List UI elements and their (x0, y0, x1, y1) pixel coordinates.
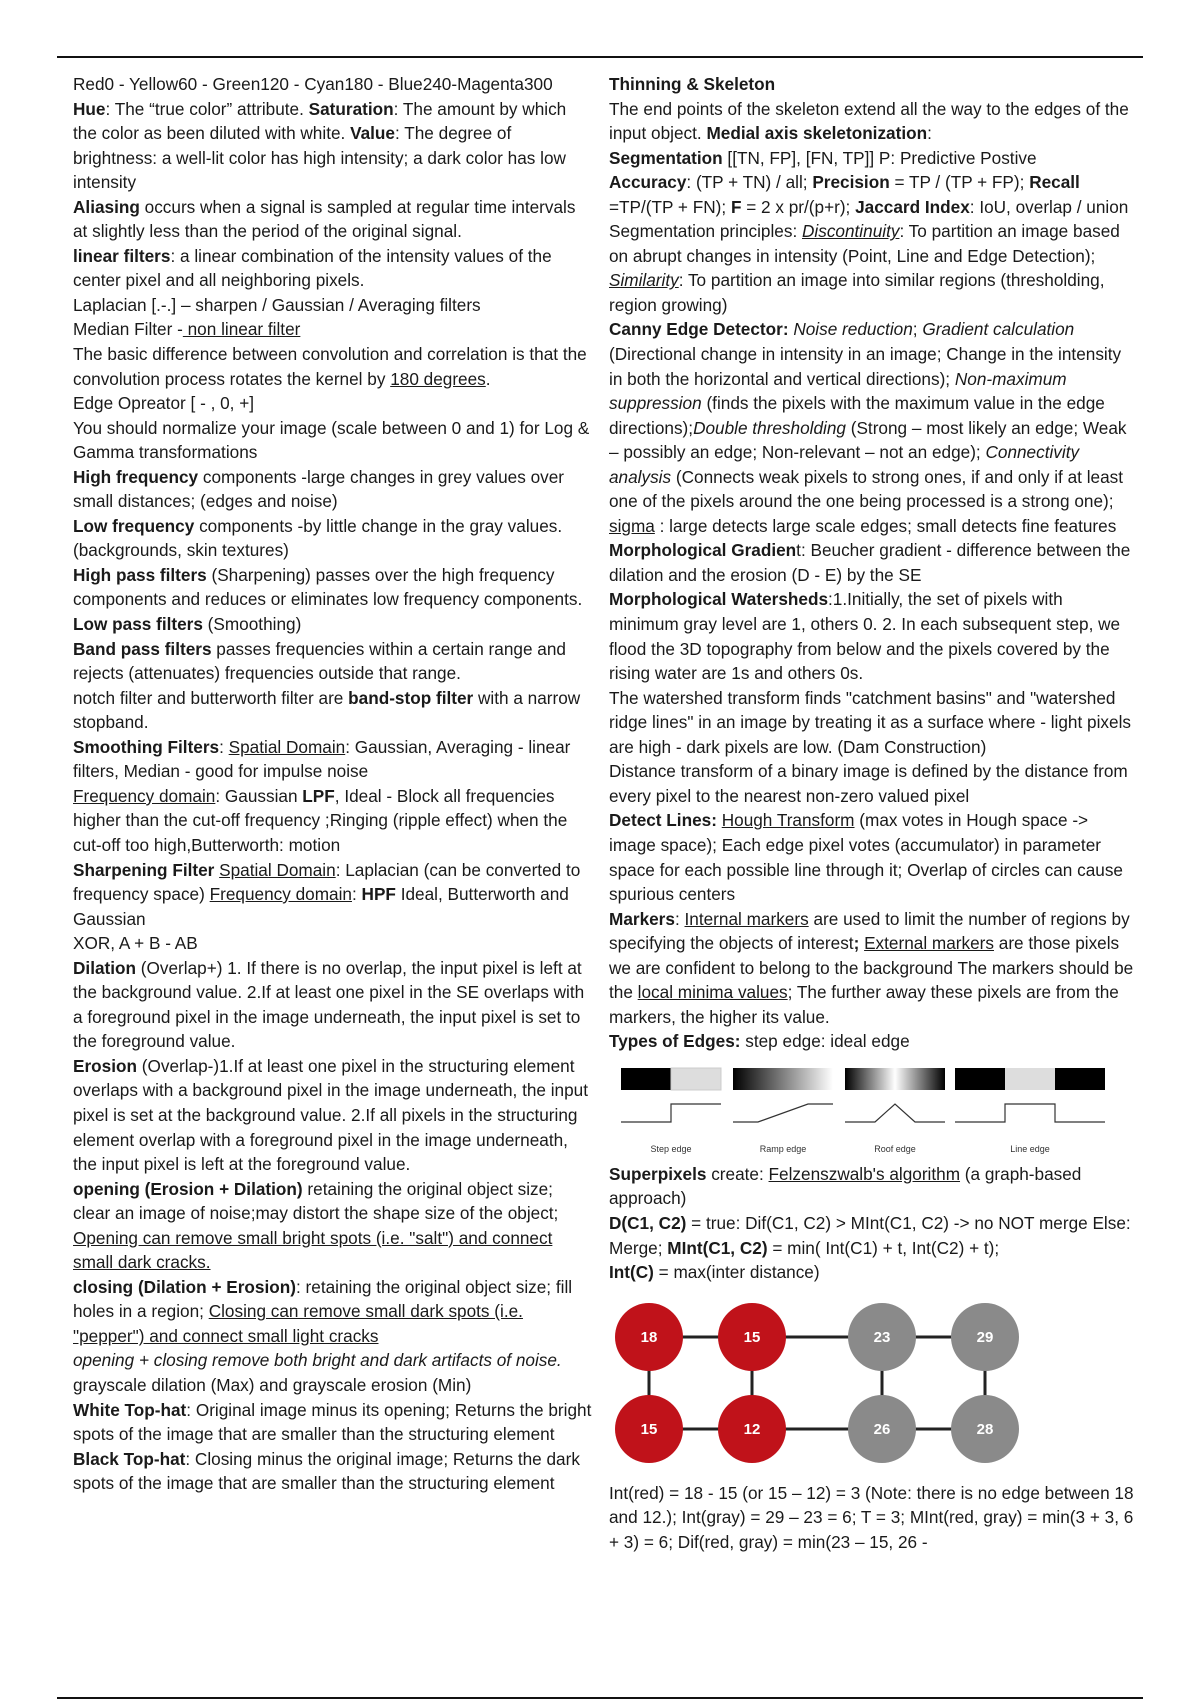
step-edge (621, 1068, 721, 1154)
types-of-edges: Types of Edges: step edge: ideal edge (609, 1031, 910, 1052)
white-top-hat: White Top-hat: Original image minus its opening; Returns the bright spots of the image that are smaller than the structuring element (73, 1399, 592, 1445)
dilation: Dilation (Overlap+) 1. If there is no overlap, the input pixel is left at the background value. 2.If at least one pixel in the SE overlaps with a foreground pixel in the image underneath, the input pixel is set to the foreground value. (73, 957, 585, 1052)
thinning-heading: Thinning & Skeleton (609, 74, 776, 94)
svg-text:29: 29 (976, 1328, 994, 1346)
edge-label-line: Line edge (1010, 1143, 1050, 1154)
hue-scale: Red0 - Yellow60 - Green120 - Cyan180 - Blue240-Magenta300 (73, 74, 553, 94)
right-column (609, 72, 1134, 1554)
grayscale-note: grayscale dilation (Max) and grayscale erosion (Min) (73, 1374, 472, 1395)
edge-operator: Edge Opreator [ - , 0, +] (73, 393, 255, 414)
markers: Markers: Internal markers are used to limit the number of regions by specifying the objects of interest; External markers are those pixels we are confident to belong to the background The markers should be the local minima values; The further away these pixels are from the markers, the higher its value. (609, 908, 1134, 1027)
left-column (73, 72, 593, 1496)
skeleton-note: The end points of the skeleton extend all the way to the edges of the input object. Medial axis skeletonization: (609, 98, 1129, 144)
smoothing-filters: Smoothing Filters: Spatial Domain: Gaussian, Averaging - linear filters, Median - good for impulse noise (73, 736, 571, 782)
smoothing-frequency: Frequency domain: Gaussian LPF, Ideal - Block all frequencies higher than the cut-off frequency ;Ringing (ripple effect) when the cut-off too high,Butterworth: motion (73, 785, 568, 855)
svg-text:26: 26 (873, 1420, 891, 1438)
black-top-hat: Black Top-hat: Closing minus the original image; Returns the dark spots of the image that are smaller than the structuring element (73, 1448, 580, 1494)
line-edge (955, 1068, 1105, 1154)
closing: closing (Dilation + Erosion): retaining the original object size; fill holes in a region; Closing can remove small dark spots (i.e. "pepper") and connect small light cracks (73, 1276, 573, 1346)
superpixels: Superpixels create: Felzenszwalb's algorithm (a graph-based approach) (609, 1163, 1082, 1209)
notch-filter: notch filter and butterworth filter are band-stop filter with a narrow stopband. (73, 687, 581, 733)
linear-filters: linear filters: a linear combination of the intensity values of the center pixel and all neighboring pixels. (73, 245, 552, 291)
svg-text:12: 12 (743, 1420, 761, 1438)
laplacian: Laplacian [.-.] – sharpen / Gaussian / Averaging filters (73, 294, 481, 315)
watershed-transform: The watershed transform finds "catchment basins" and "watershed ridge lines" in an image by treating it as a surface where - light pixels are high - dark pixels are low. (Dam Construction) (609, 687, 1131, 757)
convolution-note: The basic difference between convolution and correlation is that the convolution process rotates the kernel by 180 degrees. (73, 344, 587, 389)
svg-text:18: 18 (640, 1328, 658, 1346)
aliasing: Aliasing occurs when a signal is sampled at regular time intervals at slightly less than the period of the original signal. (73, 196, 576, 242)
svg-text:23: 23 (873, 1328, 891, 1346)
graph-edges (649, 1337, 985, 1429)
graph-nodes (615, 1303, 1019, 1463)
opening: opening (Erosion + Dilation) retaining the original object size; clear an image of noise;may distort the shape size of the object; Opening can remove small bright spots (i.e. "salt") and connect small dark cracks. (73, 1178, 559, 1273)
sharpening-filter: Sharpening Filter Spatial Domain: Laplacian (can be converted to frequency space) Frequency domain: HPF Ideal, Butterworth and Gaussian (73, 859, 581, 929)
edge-label-step: Step edge (650, 1143, 692, 1154)
metrics: Accuracy: (TP + TN) / all; Precision = TP / (TP + FP); Recall =TP/(TP + FN); F = 2 x pr/(p+r); Jaccard Index: IoU, overlap / union (609, 172, 1129, 217)
node-gray-1 (848, 1303, 916, 1371)
band-pass: Band pass filters passes frequencies within a certain range and rejects (attenuates) frequencies outside that range. (73, 638, 566, 684)
segmentation: Segmentation [[TN, FP], [FN, TP]] P: Predictive Postive (609, 147, 1037, 168)
roof-edge (845, 1068, 945, 1154)
high-frequency: High frequency components -large changes in grey values over small distances; (edges and noise) (73, 466, 565, 512)
node-red-2 (718, 1303, 786, 1371)
edge-label-ramp: Ramp edge (759, 1143, 807, 1154)
normalize-note: You should normalize your image (scale between 0 and 1) for Log & Gamma transformations (73, 417, 590, 463)
xor: XOR, A + B - AB (73, 933, 198, 954)
node-gray-2 (951, 1303, 1019, 1371)
node-gray-3 (848, 1395, 916, 1463)
segmentation-principles: Segmentation principles: Discontinuity: To partition an image based on abrupt changes in intensity (Point, Line and Edge Detection); Similarity: To partition an image into similar regions (thresholding, region growing) (609, 221, 1120, 315)
distance-transform: Distance transform of a binary image is defined by the distance from every pixel to the nearest non-zero valued pixel (609, 761, 1128, 806)
hsv-definitions: Hue: The “true color” attribute. Saturation: The amount by which the color as been diluted with white. Value: The degree of brightness: a well-lit color has high intensity; a dark color has low intensity (73, 98, 567, 193)
svg-text:28: 28 (976, 1420, 994, 1438)
svg-text:15: 15 (743, 1328, 761, 1346)
edge-types-figure (609, 1060, 1134, 1156)
svg-text:15: 15 (640, 1420, 658, 1438)
ramp-edge (733, 1068, 833, 1154)
int-definition: Int(C) = max(inter distance) (609, 1262, 820, 1283)
pass-filters: High pass filters (Sharpening) passes over the high frequency components and reduces or eliminates low frequency components. Low pass filters (Smoothing) (73, 564, 583, 635)
node-gray-4 (951, 1395, 1019, 1463)
merge-rule: D(C1, C2) = true: Dif(C1, C2) > MInt(C1, C2) -> no NOT merge Else: Merge; MInt(C1, C2) = min( Int(C1) + t, Int(C2) + t); (609, 1212, 1131, 1258)
detect-lines: Detect Lines: Hough Transform (max votes in Hough space -> image space); Each edge pixel votes (accumulator) in parameter space for each possible line through it; Overlap of circles can cause spurious centers (609, 810, 1123, 905)
bottom-rule (57, 1697, 1143, 1699)
median-filter: Median Filter - non linear filter (73, 319, 301, 340)
node-red-3 (615, 1395, 683, 1463)
node-red-4 (718, 1395, 786, 1463)
edge-label-roof: Roof edge (874, 1143, 916, 1154)
low-frequency: Low frequency components -by little change in the gray values. (backgrounds, skin textures) (73, 515, 563, 561)
opening-closing-note: opening + closing remove both bright and dark artifacts of noise. (73, 1350, 562, 1371)
superpixel-graph (609, 1293, 1134, 1473)
top-rule (57, 56, 1143, 58)
canny-edge-detector: Canny Edge Detector: Noise reduction; Gradient calculation (Directional change in intensity in an image; Change in the intensity in both the horizontal and vertical directions); Non-maximum suppression (finds the pixels with the maximum value in the edge directions);Double thresholding (Strong – most likely an edge; Weak – possibly an edge; Non-relevant – not an edge); Connectivity analysis (Connects weak pixels to strong ones, if and only if at least one of the pixels around the one being processed is a strong one); sigma : large detects large scale edges; small detects fine features (609, 319, 1127, 536)
int-calculation: Int(red) = 18 - 15 (or 15 – 12) = 3 (Note: there is no edge between 18 and 12.); Int(gray) = 29 – 23 = 6; T = 3; MInt(red, gray) = min(3 + 3, 6 + 3) = 6; Dif(red, gray) = min(23 – 15, 26 - (609, 1482, 1134, 1552)
morphological-gradient: Morphological Gradient: Beucher gradient - difference between the dilation and the erosion (D - E) by the SE (609, 540, 1131, 585)
node-red-1 (615, 1303, 683, 1371)
morphological-watersheds: Morphological Watersheds:1.Initially, the set of pixels with minimum gray level are 1, others 0. 2. In each subsequent step, we flood the 3D topography from below and the pixels covered by the rising water are 1s and others 0s. (609, 589, 1121, 684)
erosion: Erosion (Overlap-)1.If at least one pixel in the structuring element overlaps with a background pixel in the image underneath, the input pixel is set at the background value. 2.If all pixels in the structuring element overlap with a foreground pixel in the image underneath, the input pixel is left at the foreground value. (73, 1055, 589, 1175)
